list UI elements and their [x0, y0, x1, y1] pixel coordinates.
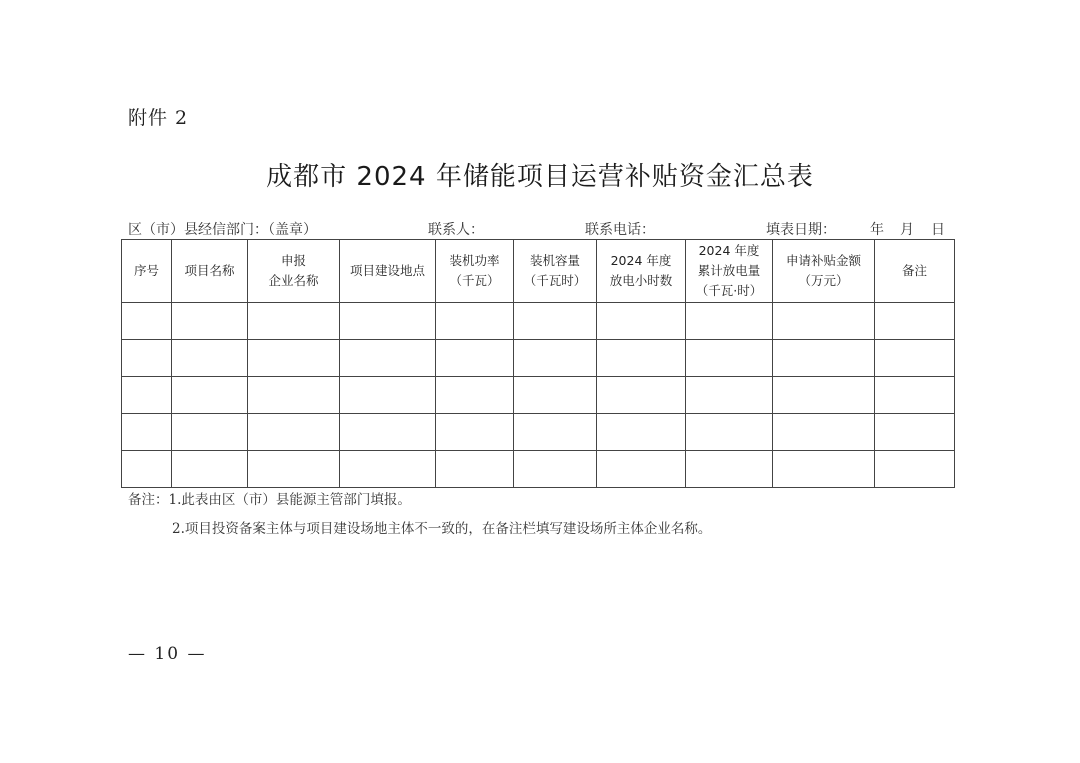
header-text-line: （千瓦）: [449, 273, 500, 288]
table-cell: [514, 340, 597, 377]
table-cell: [248, 414, 340, 451]
table-cell: [875, 377, 955, 414]
table-row: [122, 377, 955, 414]
table-cell: [172, 303, 248, 340]
table-row: [122, 303, 955, 340]
table-cell: [122, 303, 172, 340]
table-header-cell: [122, 240, 172, 303]
header-text-line: 装机功率: [449, 253, 500, 268]
subsidy-summary-table: [121, 239, 955, 488]
table-cell: [172, 451, 248, 488]
table-cell: [436, 414, 514, 451]
header-text-line: 装机容量: [529, 253, 580, 268]
table-header-cell: [514, 240, 597, 303]
table-cell: [122, 377, 172, 414]
table-cell: [597, 340, 686, 377]
table-cell: [597, 414, 686, 451]
header-text-line: （千瓦·时）: [695, 283, 763, 298]
table-cell: [514, 303, 597, 340]
header-text-line: 项目建设地点: [349, 263, 425, 278]
table-header-row: [122, 240, 955, 303]
table-cell: [686, 340, 773, 377]
table-cell: [436, 451, 514, 488]
header-text-line: 累计放电量: [697, 263, 761, 278]
table-cell: [773, 340, 875, 377]
table-cell: [597, 377, 686, 414]
table-header-cell: [172, 240, 248, 303]
table-cell: [340, 414, 436, 451]
header-text-line: 企业名称: [268, 273, 319, 288]
table-cell: [122, 451, 172, 488]
table-cell: [686, 303, 773, 340]
table-cell: [122, 340, 172, 377]
table-header-cell: [686, 240, 773, 303]
attachment-label: 附件 2: [128, 107, 189, 129]
year-unit: 年: [870, 222, 884, 238]
header-text-line: 放电小时数: [609, 273, 673, 288]
table-row: [122, 340, 955, 377]
month-unit: 月: [900, 222, 914, 238]
page-number: — 10 —: [128, 644, 207, 664]
table-cell: [597, 303, 686, 340]
header-text-line: 申报: [280, 253, 306, 268]
header-text-line: 项目名称: [184, 263, 235, 278]
contact-phone-label: 联系电话：: [585, 222, 655, 238]
contact-person-label: 联系人：: [428, 222, 484, 238]
table-cell: [248, 303, 340, 340]
table-cell: [172, 377, 248, 414]
table-cell: [248, 377, 340, 414]
table-cell: [875, 414, 955, 451]
note-2: 2.项目投资备案主体与项目建设场地主体不一致的，在备注栏填写建设场所主体企业名称。: [172, 521, 712, 537]
table-cell: [248, 451, 340, 488]
table-cell: [340, 377, 436, 414]
table-cell: [773, 377, 875, 414]
table-cell: [514, 377, 597, 414]
document-title: 成都市 2024 年储能项目运营补贴资金汇总表: [266, 162, 814, 192]
table-cell: [436, 377, 514, 414]
table-cell: [686, 377, 773, 414]
table-header-cell: [248, 240, 340, 303]
header-text-line: （千瓦时）: [523, 273, 587, 288]
table-cell: [597, 451, 686, 488]
table-cell: [514, 451, 597, 488]
table-cell: [122, 414, 172, 451]
table-cell: [875, 303, 955, 340]
table-body: [122, 303, 955, 488]
day-unit: 日: [931, 222, 945, 238]
table-header-cell: [597, 240, 686, 303]
table-cell: [875, 340, 955, 377]
note-1: 备注：1.此表由区（市）县能源主管部门填报。: [128, 492, 411, 508]
header-text-line: 2024 年度: [698, 243, 760, 258]
table-header-cell: [340, 240, 436, 303]
table-header-cell: [875, 240, 955, 303]
table-row: [122, 451, 955, 488]
table-cell: [340, 340, 436, 377]
table-cell: [248, 340, 340, 377]
table-cell: [875, 451, 955, 488]
header-text-line: 备注: [901, 263, 927, 278]
table-cell: [773, 451, 875, 488]
table-cell: [436, 303, 514, 340]
table-cell: [172, 414, 248, 451]
table-cell: [686, 451, 773, 488]
table-cell: [514, 414, 597, 451]
table-header-cell: [773, 240, 875, 303]
header-text-line: 2024 年度: [610, 253, 672, 268]
table-cell: [340, 303, 436, 340]
table-cell: [340, 451, 436, 488]
table-cell: [686, 414, 773, 451]
fill-date-label: 填表日期：: [766, 222, 836, 238]
table-cell: [172, 340, 248, 377]
header-text-line: 申请补贴金额: [785, 253, 861, 268]
header-text-line: （万元）: [798, 273, 849, 288]
table-cell: [773, 303, 875, 340]
table-row: [122, 414, 955, 451]
department-seal-label: 区（市）县经信部门：（盖章）: [128, 222, 317, 238]
table-cell: [773, 414, 875, 451]
table-cell: [436, 340, 514, 377]
table-header-cell: [436, 240, 514, 303]
header-text-line: 序号: [133, 263, 159, 278]
